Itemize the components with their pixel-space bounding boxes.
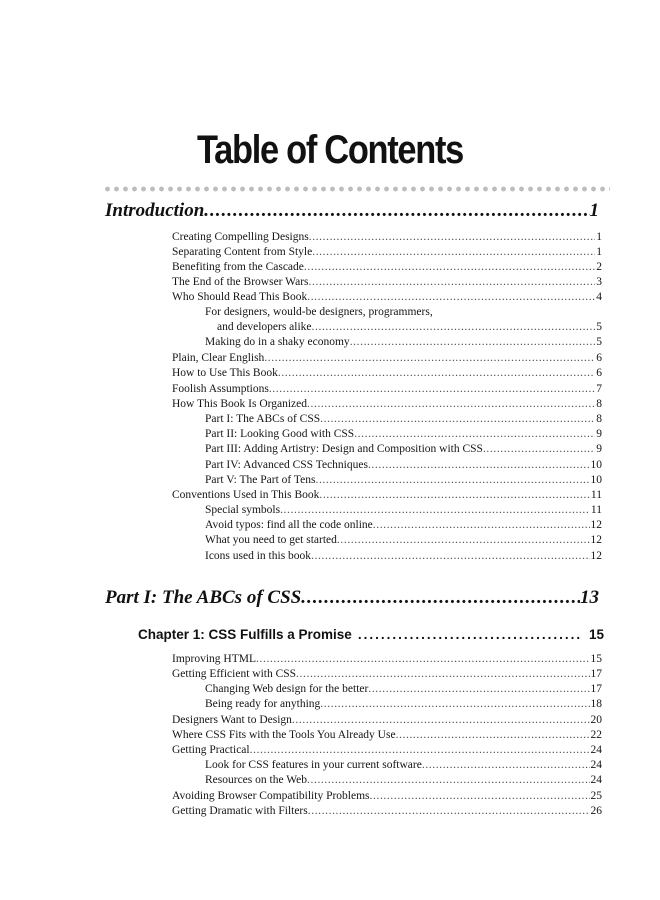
dot-leader: [368, 459, 590, 471]
toc-entry[interactable]: [172, 668, 602, 682]
toc-entry-label: Separating Content from Style: [172, 246, 313, 258]
dot-leader: [370, 790, 590, 802]
toc-page-number: 11: [590, 489, 602, 501]
toc-entry[interactable]: [172, 383, 602, 397]
toc-entry-label: What you need to get started: [205, 534, 337, 546]
dot-leader: [320, 698, 589, 710]
toc-page-number: 6: [596, 367, 602, 379]
dot-leader: [307, 291, 595, 303]
toc-page-number: 17: [590, 668, 602, 680]
toc-entry[interactable]: [172, 231, 602, 245]
toc-entry-label: and developers alike: [217, 321, 312, 333]
dot-leader: [312, 246, 595, 258]
toc-subentry[interactable]: [205, 683, 602, 697]
toc-heading-introduction[interactable]: [105, 200, 599, 222]
toc-page-number: 25: [590, 790, 602, 802]
toc-page-number: 18: [590, 698, 602, 710]
toc-page-number: 8: [596, 398, 602, 410]
toc-entry[interactable]: [172, 398, 602, 412]
toc-page-number: 5: [596, 336, 602, 348]
toc-heading-label: Part I: The ABCs of CSS: [105, 587, 302, 608]
toc-entry[interactable]: [172, 744, 602, 758]
toc-entry-label: How to Use This Book: [172, 367, 278, 379]
dot-leader: [292, 714, 590, 726]
toc-page-number: 20: [590, 714, 602, 726]
toc-entry[interactable]: [172, 729, 602, 743]
toc-entry[interactable]: [172, 367, 602, 381]
toc-page-number: 1: [589, 200, 599, 221]
dot-leader: [312, 321, 596, 333]
toc-subentry-continued[interactable]: [217, 321, 602, 335]
toc-entry-label: Where CSS Fits with the Tools You Already Use: [172, 729, 396, 741]
toc-entry[interactable]: [172, 805, 602, 819]
dot-leader: [304, 261, 595, 273]
toc-entry-label: Being ready for anything: [205, 698, 321, 710]
toc-entry-label: Avoiding Browser Compatibility Problems: [172, 790, 370, 802]
toc-chapter-label: Chapter 1: CSS Fulfills a Promise: [138, 627, 352, 642]
toc-subentry[interactable]: [205, 519, 602, 533]
toc-page-number: 9: [596, 428, 602, 440]
toc-page-number: 11: [590, 504, 602, 516]
toc-page-number: 1: [596, 231, 602, 243]
dot-leader: [278, 367, 595, 379]
page-title: Table of Contents: [196, 128, 464, 172]
toc-page-number: 24: [590, 744, 602, 756]
toc-subentry[interactable]: [205, 306, 602, 320]
dot-leader: [373, 519, 590, 531]
toc-page-number: 7: [596, 383, 602, 395]
toc-page-number: 17: [590, 683, 602, 695]
toc-subentry[interactable]: [205, 504, 602, 518]
toc-entry[interactable]: [172, 790, 602, 804]
toc-entry-label: Getting Efficient with CSS: [172, 668, 297, 680]
dot-leader: [315, 474, 589, 486]
toc-entry[interactable]: [172, 352, 602, 366]
dot-leader: [320, 413, 595, 425]
toc-subentry[interactable]: [205, 413, 602, 427]
toc-page-number: 6: [596, 352, 602, 364]
toc-entry-label: Foolish Assumptions: [172, 383, 269, 395]
toc-subentry[interactable]: [205, 459, 602, 473]
toc-entry-label: How This Book Is Organized: [172, 398, 308, 410]
dot-leader: [422, 759, 590, 771]
toc-subentry[interactable]: [205, 774, 602, 788]
toc-page-number: 24: [590, 759, 602, 771]
toc-entry-label: Plain, Clear English: [172, 352, 265, 364]
toc-entry-label: The End of the Browser Wars: [172, 276, 309, 288]
toc-page-number: 10: [590, 474, 602, 486]
toc-subentry[interactable]: [205, 550, 602, 564]
toc-subentry[interactable]: [205, 759, 602, 773]
toc-subentry[interactable]: [205, 474, 602, 488]
dot-leader: [396, 729, 590, 741]
toc-entry-label: Part III: Adding Artistry: Design and Composition with CSS: [205, 443, 483, 455]
dot-leader: [204, 200, 589, 222]
dot-leader: [250, 744, 590, 756]
toc-entry-label: Getting Dramatic with Filters: [172, 805, 308, 817]
toc-page-number: 15: [590, 653, 602, 665]
dotted-divider: [103, 186, 610, 192]
dot-leader: [280, 504, 590, 516]
toc-entry-label: Who Should Read This Book: [172, 291, 308, 303]
toc-entry-label: Icons used in this book: [205, 550, 312, 562]
toc-page-number: 24: [590, 774, 602, 786]
toc-page-number: 22: [590, 729, 602, 741]
toc-entry-label: Conventions Used in This Book: [172, 489, 320, 501]
toc-entry[interactable]: [172, 291, 602, 305]
toc-entry-label: Creating Compelling Designs: [172, 231, 309, 243]
toc-entry-label: Improving HTML: [172, 653, 257, 665]
toc-entry-label: Designers Want to Design: [172, 714, 292, 726]
toc-page-number: 12: [590, 534, 602, 546]
toc-entry-label: Look for CSS features in your current software: [205, 759, 422, 771]
toc-entry-label: Benefiting from the Cascade: [172, 261, 304, 273]
toc-page-number: 10: [590, 459, 602, 471]
toc-page-number: 12: [590, 550, 602, 562]
toc-page-number: 9: [596, 443, 602, 455]
toc-entry[interactable]: [172, 246, 602, 260]
dot-leader: [354, 428, 595, 440]
toc-heading-chapter-1[interactable]: [138, 627, 604, 642]
dot-leader: [337, 534, 590, 546]
toc-entry-label: For designers, would-be designers, programmers,: [205, 306, 433, 318]
toc-page-number: 15: [588, 627, 604, 642]
toc-page-number: 4: [596, 291, 602, 303]
toc-subentry[interactable]: [205, 428, 602, 442]
toc-entry-label: Part V: The Part of Tens: [205, 474, 316, 486]
toc-subentry[interactable]: [205, 698, 602, 712]
dot-leader: [308, 805, 590, 817]
dot-leader: [350, 336, 596, 348]
dot-leader: [307, 774, 589, 786]
toc-entry-label: Avoid typos: find all the code online: [205, 519, 373, 531]
toc-page-number: 1: [596, 246, 602, 258]
toc-entry[interactable]: [172, 489, 602, 503]
dot-leader: [256, 653, 589, 665]
toc-heading-label: Introduction: [105, 200, 205, 221]
toc-entry[interactable]: [172, 714, 602, 728]
toc-entry-label: Making do in a shaky economy: [205, 336, 350, 348]
dot-leader: [307, 398, 595, 410]
toc-entry[interactable]: [172, 276, 602, 290]
toc-entry-label: Part II: Looking Good with CSS: [205, 428, 355, 440]
toc-page-number: 12: [590, 519, 602, 531]
dot-leader: [319, 489, 590, 501]
dot-leader: [358, 627, 583, 642]
toc-heading-part-1[interactable]: [105, 587, 599, 609]
toc-entry[interactable]: [172, 653, 602, 667]
dot-leader: [296, 668, 589, 680]
toc-entry-label: Changing Web design for the better: [205, 683, 369, 695]
dot-leader: [483, 443, 595, 455]
toc-entry-label: Part I: The ABCs of CSS: [205, 413, 321, 425]
toc-page-number: 3: [596, 276, 602, 288]
toc-entry-label: Part IV: Advanced CSS Techniques: [205, 459, 368, 471]
dot-leader: [269, 383, 595, 395]
toc-page-number: 8: [596, 413, 602, 425]
toc-page-number: 13: [580, 587, 599, 608]
toc-page-number: 26: [590, 805, 602, 817]
toc-entry-label: Resources on the Web: [205, 774, 308, 786]
toc-entry-label: Getting Practical: [172, 744, 250, 756]
dot-leader: [309, 276, 596, 288]
toc-page-number: 5: [596, 321, 602, 333]
dot-leader: [368, 683, 589, 695]
toc-subentry[interactable]: [205, 443, 602, 457]
dot-leader: [311, 550, 589, 562]
toc-entry[interactable]: [172, 261, 602, 275]
toc-subentry[interactable]: [205, 534, 602, 548]
dot-leader: [264, 352, 595, 364]
toc-page-number: 2: [596, 261, 602, 273]
toc-entry-label: Special symbols: [205, 504, 281, 516]
dot-leader: [309, 231, 596, 243]
toc-subentry[interactable]: [205, 336, 602, 350]
dot-leader: [301, 587, 580, 609]
